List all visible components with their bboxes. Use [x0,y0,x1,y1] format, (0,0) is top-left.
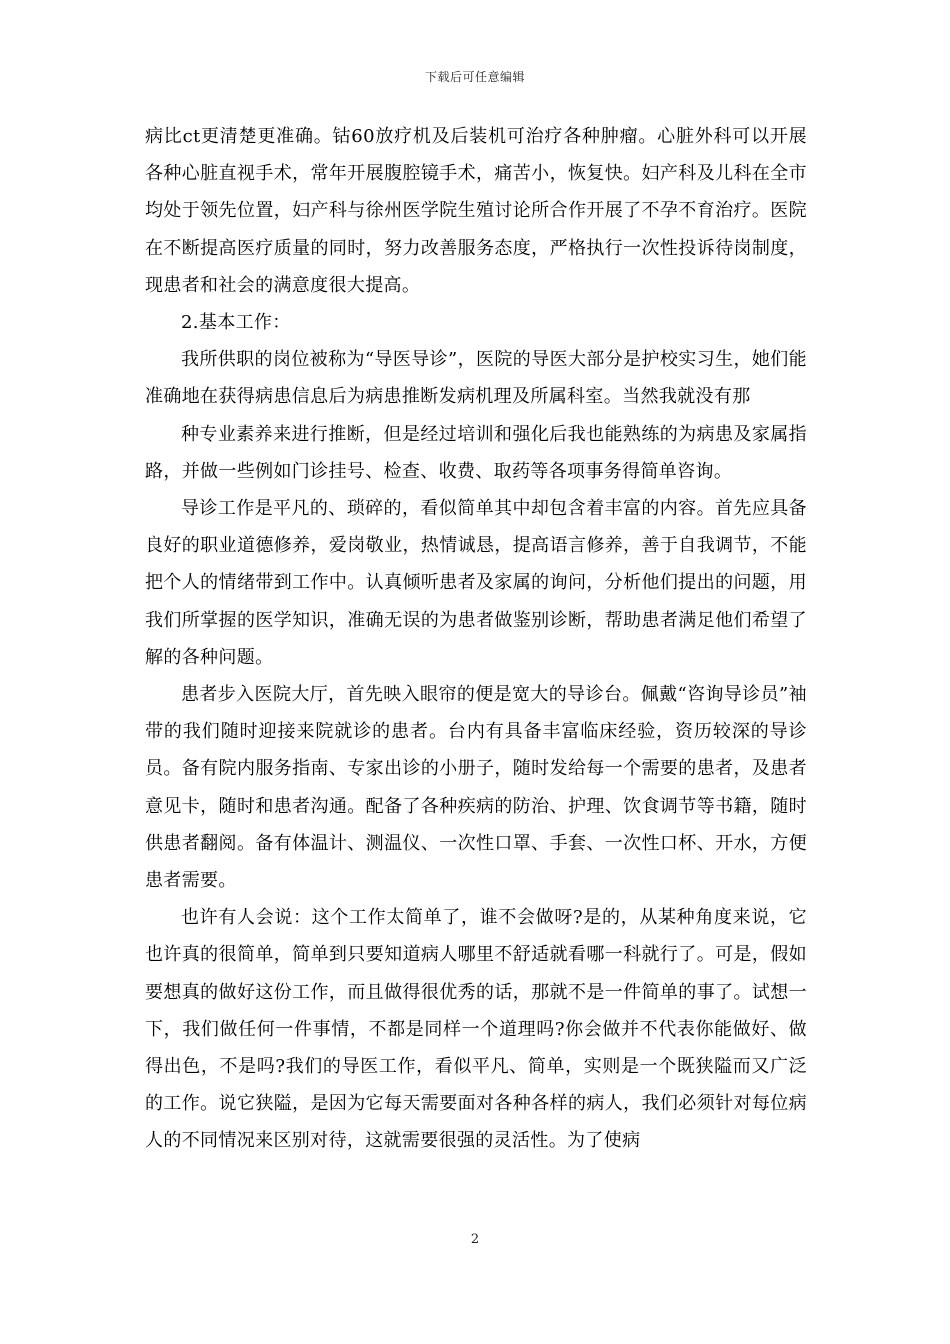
paragraph-job-title: 我所供职的岗位被称为“导医导诊”，医院的导医大部分是护校实习生，她们能准确地在获得病患信息后为病患推断发病机理及所属科室。当然我就没有那 [145,349,807,408]
page-number: 2 [470,1232,480,1247]
document-body [145,118,807,1160]
paragraph-continuation: 病比ct更清楚更准确。钴60放疗机及后装机可治疗各种肿瘤。心脏外科可以开展各种心脏直视手术，常年开展腹腔镜手术，痛苦小，恢复快。妇产科及儿科在全市均处于领先位置，妇产科与徐州医学院生殖讨论所合作开展了不孕不育治疗。医院在不断提高医疗质量的同时，努力改善服务态度，严格执行一次性投诉待岗制度，现患者和社会的满意度很大提高。 [145,126,807,296]
page-header-note: 下载后可任意编辑 [424,70,525,84]
section-heading-basic-work: 2.基本工作： [181,312,291,334]
paragraph-guide-desk: 患者步入医院大厅，首先映入眼帘的便是宽大的导诊台。佩戴“咨询导诊员”袖带的我们随时迎接来院就诊的患者。台内有具备丰富临床经验，资历较深的导诊员。备有院内服务指南、专家出诊的小册子，随时发给每一个需要的患者，及患者意见卡，随时和患者沟通。配备了各种疾病的防治、护理、饮食调节等书籍，随时供患者翻阅。备有体温计、测温仪、一次性口罩、手套、一次性口杯、开水，方便患者需要。 [145,684,807,892]
paragraph-guide-work: 导诊工作是平凡的、琐碎的，看似简单其中却包含着丰富的内容。首先应具备良好的职业道德修养，爱岗敬业，热情诚恳，提高语言修养，善于自我调节，不能把个人的情绪带到工作中。认真倾听患者及家属的询问，分析他们提出的问题，用我们所掌握的医学知识，准确无误的为患者做鉴别诊断，帮助患者满足他们希望了解的各种问题。 [145,498,807,668]
paragraph-simple-work: 也许有人会说：这个工作太简单了，谁不会做呀?是的，从某种角度来说，它也许真的很简单，简单到只要知道病人哪里不舒适就看哪一科就行了。可是，假如要想真的做好这份工作，而且做得很优秀的话，那就不是一件简单的事了。试想一下，我们做任何一件事情，不都是同样一个道理吗?你会做并不代表你能做好、做得出色，不是吗?我们的导医工作，看似平凡、简单，实则是一个既狭隘而又广泛的工作。说它狭隘，是因为它每天需要面对各种各样的病人，我们必须针对每位病人的不同情况来区别对待，这就需要很强的灵活性。为了使病 [145,907,807,1152]
paragraph-training: 种专业素养来进行推断，但是经过培训和强化后我也能熟练的为病患及家属指路，并做一些例如门诊挂号、检查、收费、取药等各项事务得简单咨询。 [145,423,807,482]
